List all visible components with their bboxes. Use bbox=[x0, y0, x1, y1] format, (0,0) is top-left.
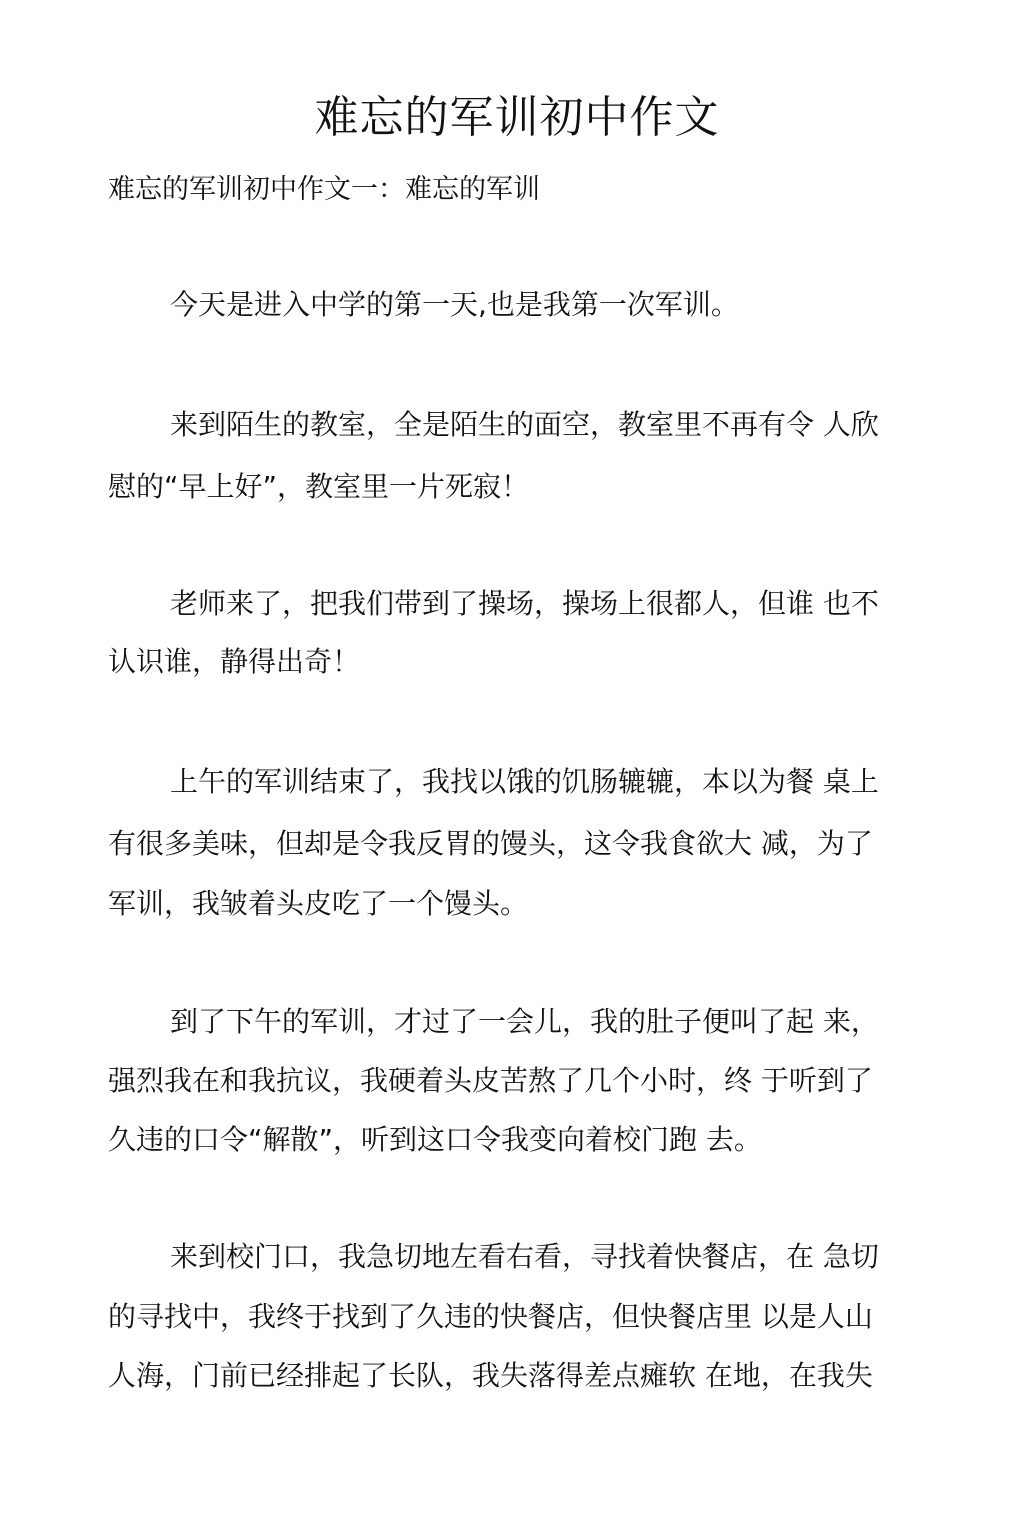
paragraph-5-line-1: 到了下午的军训，才过了一会儿，我的肚子便叫了起 来， bbox=[170, 1005, 879, 1038]
document-subtitle: 难忘的军训初中作文一：难忘的军训 bbox=[108, 174, 540, 205]
paragraph-5-line-3: 久违的口令“解散”，听到这口令我变向着校门跑 去。 bbox=[108, 1123, 762, 1156]
paragraph-4-line-2: 有很多美味，但却是令我反胃的馒头，这令我食欲大 减，为了 bbox=[108, 827, 873, 860]
paragraph-2-line-2: 慰的“早上好”，教室里一片死寂！ bbox=[108, 470, 530, 503]
paragraph-3-line-2: 认识谁，静得出奇！ bbox=[108, 645, 361, 678]
paragraph-4-line-1: 上午的军训结束了，我找以饿的饥肠辘辘，本以为餐 桌上 bbox=[170, 765, 879, 798]
paragraph-5-line-2: 强烈我在和我抗议，我硬着头皮苦熬了几个小时，终 于听到了 bbox=[108, 1064, 873, 1097]
paragraph-3-line-1: 老师来了，把我们带到了操场，操场上很都人，但谁 也不 bbox=[170, 587, 879, 620]
document-title: 难忘的军训初中作文 bbox=[314, 92, 720, 143]
paragraph-6-line-1: 来到校门口，我急切地左看右看，寻找着快餐店，在 急切 bbox=[170, 1240, 879, 1273]
paragraph-1-line-1: 今天是进入中学的第一天,也是我第一次军训。 bbox=[170, 288, 739, 321]
paragraph-4-line-3: 军训，我皱着头皮吃了一个馒头。 bbox=[108, 887, 529, 920]
paragraph-6-line-3: 人海，门前已经排起了长队，我失落得差点瘫软 在地，在我失 bbox=[108, 1359, 873, 1392]
paragraph-2-line-1: 来到陌生的教室，全是陌生的面空，教室里不再有令 人欣 bbox=[170, 408, 879, 441]
paragraph-6-line-2: 的寻找中，我终于找到了久违的快餐店，但快餐店里 以是人山 bbox=[108, 1300, 873, 1333]
